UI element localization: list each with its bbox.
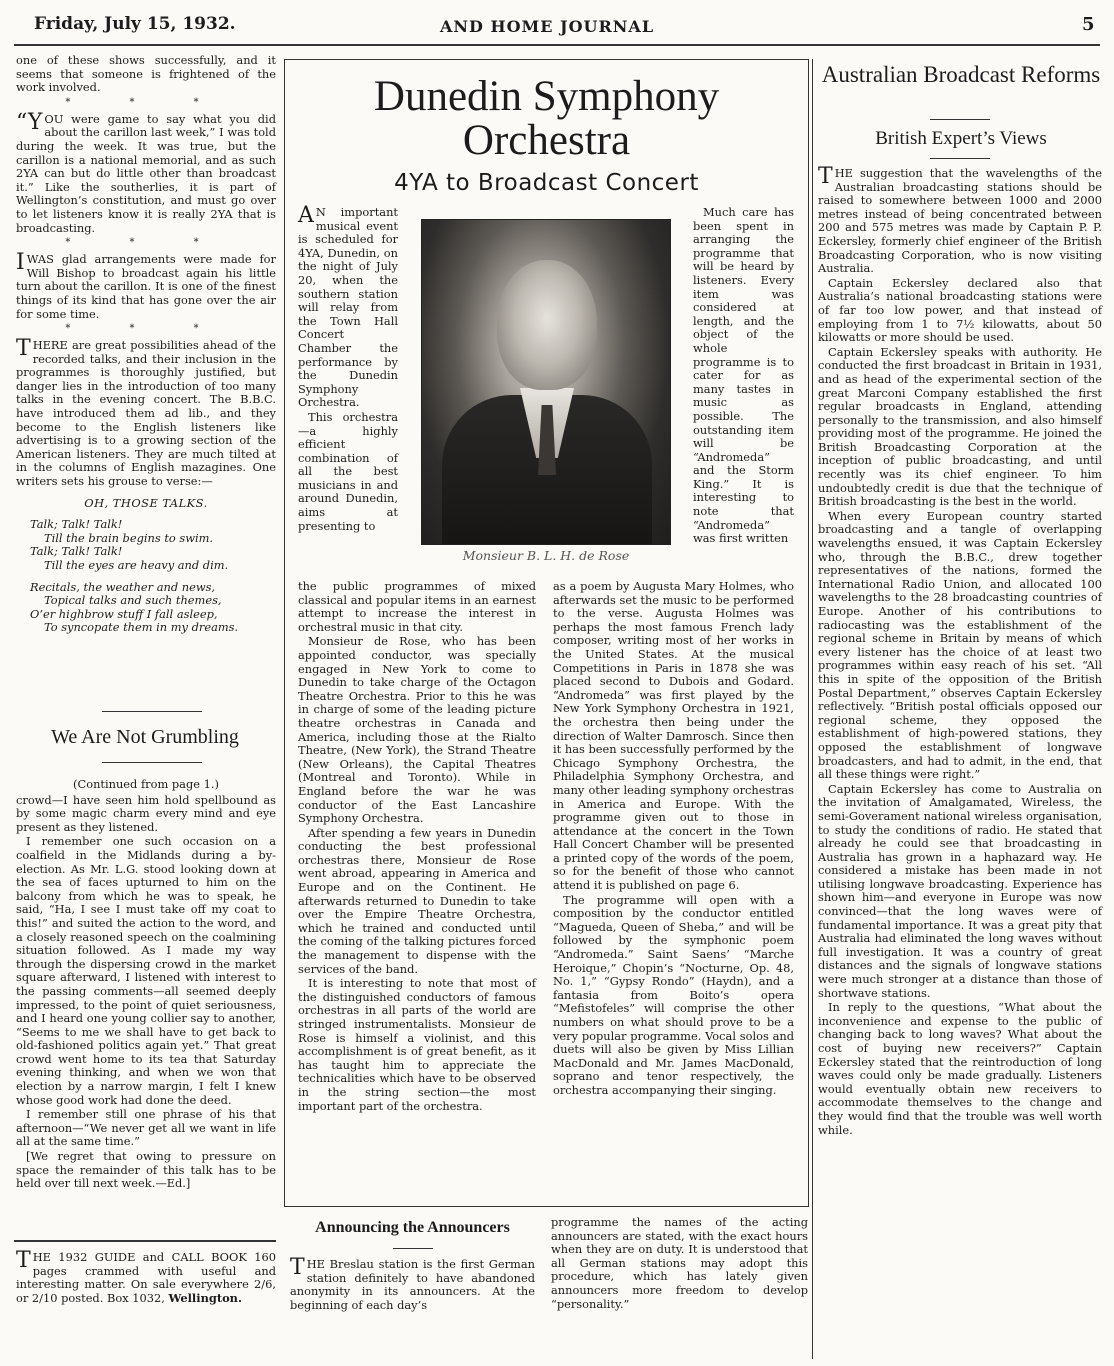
grumbling-p4: [We regret that owing to pressure on space the remainder of this talk has to be held over till next week.—Ed.] (16, 1149, 276, 1191)
dunedin-right-lower (553, 580, 794, 1099)
dunedin-left-p2-cont: the public programmes of mixed classical and popular items in an earnest attempt to increase the interest in orchestral music in that city. (298, 579, 536, 634)
dunedin-left-p1 (298, 203, 398, 410)
australian-p3: Captain Eckersley speaks with authority. He conducted the first broadcast in Britain in 1931, and as head of the experimental section of the great Marconi Company established the first regular broadcasts in England, attending personally to the transmission, and also himself providing most of the programme. He joined the British Broadcasting Corporation at the inception of public broadcasting, and until recently was its chief engineer. To him undoubtedly credit is due that the technique of British broadcasting is the best in the world. (818, 344, 1102, 509)
left-p2 (16, 109, 276, 235)
announcers-col1-text: HE Breslau station is the first German station definitely to have abandoned anonymity in its announcers. At the beginning of each day’s (290, 1257, 535, 1312)
grumbling-p2: I remember one such occasion on a coalfield in the Midlands during a by-election. As Mr. L.G. stood looking down at the sea of faces upturned to him on the balcony from which he was to speak, he said, “Ha, I see I must take off my coat to this!” and suited the action to the word, and a closely reasoned speech on the coalmining situation followed. As I made my way through the dispersing crowd in the market square afterward, I listened with interest to the passing comments—all seemed deeply impressed, to the point of quiet seriousness, and I heard one young collier say to another, “Seems to me we shall have to get back to old-fashioned politics again yet.” That great crowd went home to its tea that Saturday evening thinking, and when we won that election by a narrow margin, I felt I knew whose good work had done the deed. (16, 834, 276, 1107)
poem-line: Till the brain begins to swim. (44, 530, 214, 545)
australian-p1-text: HE suggestion that the wavelengths of the Australian broadcasting stations should be raised to somewhere between 1000 and 2000 metres instead of being concentrated between 200 and 575 metres was made by Captain P. P. Eckersley, formerly chief engineer of the British Broadcasting Corporation, who is now visiting Australia. (818, 166, 1102, 276)
poem-line: Talk; Talk! Talk! (30, 544, 123, 559)
page-number: 5 (1082, 14, 1095, 35)
australian-p1 (818, 164, 1102, 276)
grumbling-p3: I remember still one phrase of his that afternoon—“We never get all we want in life all at the same time.” (16, 1107, 276, 1149)
dunedin-left-p4: After spending a few years in Dunedin conducting the best professional orchestras there, Monsieur de Rose went abroad, appearing in America and Europe and on the Continent. He afterwards returned to Dunedin to take over the Empire Theatre Orchestra, which he trained and conducted until the coming of the talking pictures forced the management to dispense with the services of the band. (298, 825, 536, 976)
dunedin-left-p5: It is interesting to note that most of the distinguished conductors of famous orchestras in all parts of the world are stringed instrumentalists. Monsieur de Rose is himself a violinist, and this accomplishment is of great benefit, as it has taught him to appreciate the technicalities which have to be observed in the string section—the most important part of the orchestra. (298, 976, 536, 1113)
announcers-col2-text: programme the names of the acting announcers are stated, with the exact hours when they are on duty. It is understood that all German stations may adopt this procedure, which has lately given announcers more freedom to develop “personality.” (551, 1215, 808, 1311)
dunedin-left-p3: Monsieur de Rose, who has been appointed conductor, was specially engaged in New York to come to Dunedin to take charge of the Octagon Theatre Orchestra. Prior to this he was in charge of some of the leading picture theatre orchestras in Canada and America, including those at the Rialto Theatre, (New York), the Strand Theatre (New Orleans), the Capital Theatres (Montreal and Toronto). While in England before the war he was conductor of the East Lancashire Symphony Orchestra. (298, 634, 536, 826)
dunedin-right-upper (693, 206, 794, 547)
announcers-col2 (551, 1216, 808, 1312)
left-p2-dropcap: “Y (16, 109, 43, 135)
dunedin-headline-line2: Orchestra (462, 117, 631, 164)
masthead-title: AND HOME JOURNAL (440, 17, 655, 36)
poem-line: To syncopate them in my dreams. (44, 620, 239, 635)
dunedin-right-p1: Much care has been spent in arranging the programme that will be heard by listeners. Every item was considered at length, and the object of the whole programme is to cater for as many tastes in music as possible. The outstanding item will be “Andromeda” and the Storm King.” It is interesting to note that “Andromeda” was first written (693, 205, 794, 546)
dunedin-subhead: 4YA to Broadcast Concert (394, 170, 699, 196)
poem-line: Till the eyes are heavy and dim. (44, 558, 229, 572)
australian-article (818, 164, 1102, 1138)
dunedin-left-upper (298, 203, 398, 534)
guide-ad-text: HE 1932 GUIDE and CALL BOOK 160 pages crammed with useful and interesting matter. On sale everywhere 2/6, or 2/10 posted. Box 1032, (16, 1250, 276, 1305)
dunedin-right-p1-cont: as a poem by Augusta Mary Holmes, who afterwards set the music to be performed to the verse. Augusta Holmes was perhaps the most famous French lady composer, writing most of her works in the United States. At the musical Competitions in Paris in 1878 she was placed second to Dubois and Godard. “Andromeda” was first played by the New York Symphony Orchestra in 1921, the orchestra then being under the direction of Walter Damrosch. Since then it has been successfully performed by the Chicago Symphony Orchestra, the Philadelphia Symphony Orchestra, and many other leading symphony orchestras in America and Europe. With the programme given out to those in attendance at the concert in the Town Hall Concert Chamber will be presented a printed copy of the words of the poem, so for the benefit of those who cannot attend it is published on page 6. (553, 579, 794, 893)
australian-p2: Captain Eckersley declared also that Australia’s national broadcasting stations were of far too low power, and that instead of employing from 1 to 7½ kilowatts, about 50 kilowatts or more should be used. (818, 275, 1102, 345)
australian-dropcap: T (818, 164, 833, 189)
australian-p5: Captain Eckersley has come to Australia on the invitation of Amalgamated, Wireless, the semi-Goverament national wireless organisation, to study the conditions of radio. He stated that already he could see that broadcasting in Australia has grown in a haphazard way. He considered a mistake has been made in not utilising longwave broadcasting. Experience has shown him—and everyone in Europe was now convinced—that the long waves were of fundamental importance. It was a great pity that Australia had eliminated the long waves without full investigation. It was a country of great distances and the signals of longwave stations were much stronger at a distance than those of shortwave stations. (818, 781, 1102, 1000)
masthead-date: Friday, July 15, 1932. (34, 14, 236, 34)
poem-title: OH, THOSE TALKS. (84, 495, 208, 510)
australian-subhead-rule (930, 158, 990, 159)
australian-rule (930, 119, 990, 120)
masthead (0, 0, 1114, 56)
poem-line: O’er highbrow stuff I fall asleep, (30, 606, 218, 621)
left-p4-text: HERE are great possibilities ahead of the recorded talks, and their inclusion in the programmes is thoroughly justified, but danger lies in the introduction of too many talks in the evening concert. The B.B.C. have introduced them ad lib., and they become to the English listeners like advertising is to a growing section of the American listeners. They are much tilted at in the columns of English mazagines. One writers sets his grouse to verse:— (16, 338, 276, 489)
left-p3-text: WAS glad arrangements were made for Will Bishop to broadcast again his little turn about the carillon. It is one of the finest things of its kind that has gone over the air for some time. (16, 252, 276, 321)
divider-stars: * * * (65, 323, 227, 335)
left-p4 (16, 336, 276, 489)
grumbling-p1: crowd—I have seen him hold spellbound as by some magic charm every mind and eye present as they listened. (16, 792, 276, 834)
guide-ad (16, 1248, 276, 1306)
left-p4-dropcap: T (16, 336, 31, 362)
australian-headline: Australian Broadcast Reforms (821, 62, 1101, 87)
announcers-col1 (290, 1255, 535, 1313)
australian-subhead: British Expert’s Views (875, 128, 1047, 149)
australian-p4: When every European country started broadcasting and a tangle of overlapping wavelengths ensued, it was Captain Eckersley who, through the B.B.C., drew together representatives of the nations, formed the International Radio Union, and allocated 100 wavelengths to the 28 broadcasting countries of Europe. Another of his contributions to radiocasting was the establishment of the regional scheme in Britain by means of which every listener has the choice of at least two programmes within easy reach of his set. “All this in spite of the opposition of the British Postal Department,” observes Captain Eckersley reflectively. “British postal officials opposed our regional scheme, they opposed the establishment of high-powered stations, they opposed the establishment of longwave broadcasters, and had to admit, in the end, that all these things were right.” (818, 508, 1102, 782)
dunedin-headline-line1: Dunedin Symphony (373, 73, 720, 120)
guide-ad-dropcap: T (16, 1248, 31, 1273)
dunedin-left-lower (298, 580, 536, 1114)
guide-ad-rule (14, 1240, 276, 1242)
dunedin-dropcap: A (298, 203, 314, 228)
masthead-rule (14, 44, 1100, 46)
dunedin-left-p1-text: N important musical event is scheduled for 4YA, Dunedin, on the night of July 20, when the southern station will relay from the Town Hall Concert Chamber the performance by the Dunedin Symphony Orchestra. (298, 205, 398, 410)
poem-line: Recitals, the weather and news, (30, 579, 216, 594)
announcers-rule (393, 1248, 433, 1249)
left-section-rule (102, 711, 202, 712)
grumbling-article (16, 778, 276, 1192)
continued-note: (Continued from page 1.) (73, 777, 219, 791)
poem (16, 518, 276, 635)
grumbling-headline: We Are Not Grumbling (51, 726, 239, 748)
guide-ad-city: Wellington. (168, 1290, 242, 1305)
left-column (16, 54, 276, 635)
column-rule (812, 59, 813, 1359)
dunedin-right-p2: The programme will open with a composition by the conductor entitled “Magueda, Queen of Sheba,” and will be followed by the symphonic poem “Andromeda.” Saint Saens’ “Marche Heroique,” Chopin’s “Nocturne, Op. 48, No. 1,” “Gypsy Rondo” (Haydn), and a fantasia from Boito’s opera “Mefistofeles” will comprise the other numbers on what should prove to be a very popular programme. Vocal solos and duets will also be given by Miss Lillian MacDonald and Mr. James MacDonald, soprano and tenor respectively, the orchestra accompanying their singing. (553, 892, 794, 1097)
conductor-photo (421, 219, 671, 545)
announcers-dropcap: T (290, 1255, 305, 1280)
left-p2-text: OU were game to say what you did about the carillon last week,” I was told during the week. It was true, but the carillon is a national memorial, and as such 2YA can but do little other than broadcast it.” Like the southerlies, it is part of Wellington’s constitution, and must go over to let listeners know it is really 2YA that is broadcasting. (16, 111, 276, 235)
australian-p6: In reply to the questions, “What about the inconvenience and expense to the public of changing back to long waves? What about the cost of buying new receivers?” Captain Eckersley stated that the reintroduction of long waves could only be made gradually. Listeners would eventually obtain new receivers to accommodate themselves to the change and they would find that the trouble was well worth while. (818, 1000, 1102, 1137)
left-p3-dropcap: I (16, 250, 25, 276)
left-p3 (16, 250, 276, 321)
poem-line: Talk; Talk! Talk! (30, 517, 123, 532)
divider-stars: * * * (65, 96, 227, 108)
dunedin-left-p2: This orchestra—a highly efficient combination of all the best musicians in and around Dunedin, aims at presenting to (298, 409, 398, 533)
poem-line: Topical talks and such themes, (44, 593, 222, 608)
divider-stars: * * * (65, 237, 227, 249)
grumbling-rule (102, 762, 202, 763)
left-p1: one of these shows successfully, and it seems that someone is frightened of the work involved. (16, 53, 276, 95)
photo-caption: Monsieur B. L. H. de Rose (462, 548, 630, 563)
announcers-headline: Announcing the Announcers (315, 1219, 510, 1236)
